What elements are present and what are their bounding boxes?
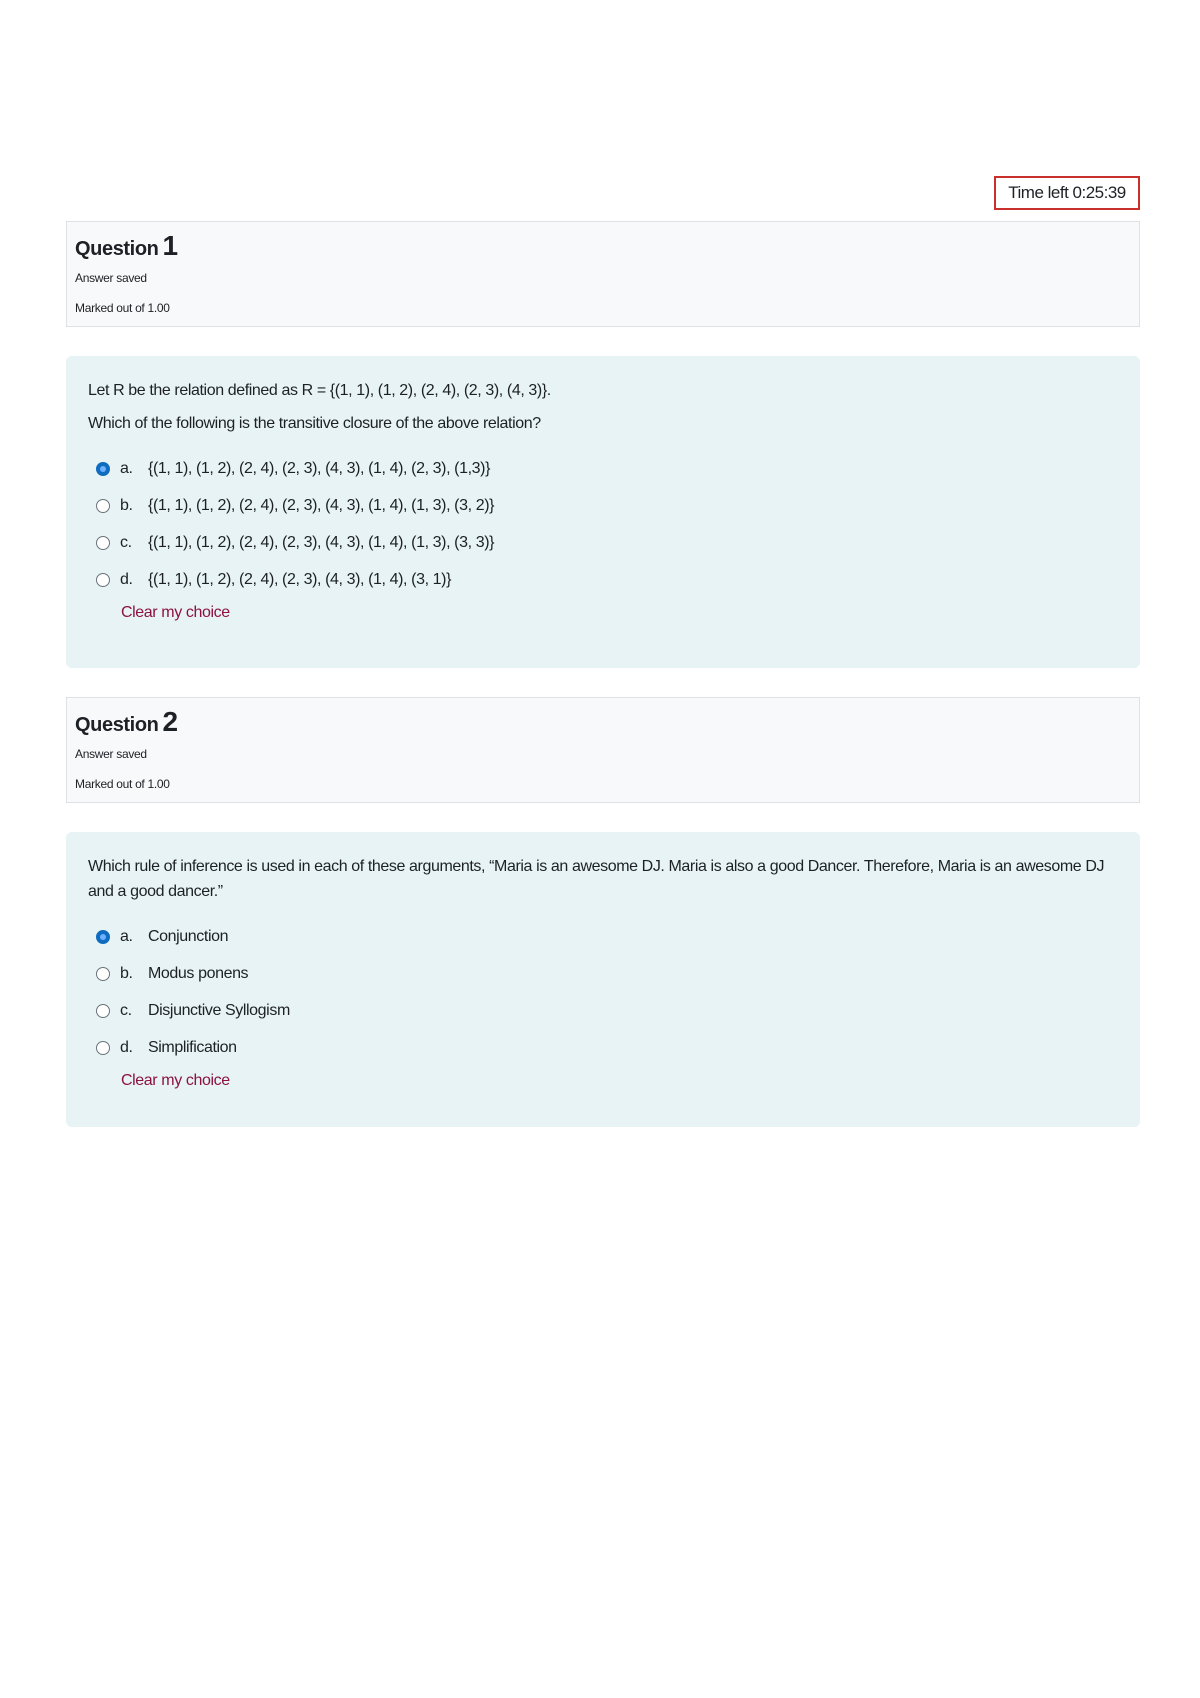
answer-letter: c.: [120, 1001, 132, 1019]
question-2-info: [66, 697, 1140, 803]
question-label: Question: [75, 714, 159, 736]
question-text-line: Which of the following is the transitive closure of the above relation?: [88, 415, 541, 432]
question-state: Answer saved: [75, 271, 147, 285]
question-text: [88, 854, 1118, 904]
question-number: 2: [162, 706, 178, 737]
clear-choice-link[interactable]: Clear my choice: [121, 1072, 230, 1089]
question-1-content: [66, 356, 1140, 668]
radio-button[interactable]: [96, 499, 110, 513]
question-text: [88, 378, 1118, 436]
answer-option-c[interactable]: [96, 992, 1118, 1029]
answer-text: {(1, 1), (1, 2), (2, 4), (2, 3), (4, 3), (1, 4), (2, 3), (1,3)}: [148, 459, 491, 477]
answer-text: Disjunctive Syllogism: [148, 1001, 290, 1019]
answer-letter: a.: [120, 927, 133, 945]
question-text-line: Which rule of inference is used in each of these arguments, “Maria is an awesome DJ. Maria is also a good Dancer. Therefore, Maria is an awesome DJ and a good dancer.”: [88, 858, 1105, 900]
answer-option-a[interactable]: [96, 450, 1118, 487]
question-number: 1: [162, 230, 178, 261]
answer-option-c[interactable]: [96, 524, 1118, 561]
question-title: [75, 708, 1131, 739]
answer-option-d[interactable]: [96, 561, 1118, 598]
answer-text: {(1, 1), (1, 2), (2, 4), (2, 3), (4, 3), (1, 4), (1, 3), (3, 3)}: [148, 533, 495, 551]
radio-button-selected[interactable]: [96, 930, 110, 944]
question-state: Answer saved: [75, 747, 147, 761]
answer-letter: b.: [120, 964, 133, 982]
answer-option-d[interactable]: [96, 1029, 1118, 1066]
answer-letter: a.: [120, 459, 133, 477]
answer-text: Conjunction: [148, 927, 229, 945]
answer-list: [96, 450, 1118, 598]
radio-button[interactable]: [96, 536, 110, 550]
radio-button[interactable]: [96, 1041, 110, 1055]
clear-choice-link[interactable]: Clear my choice: [121, 604, 230, 621]
answer-letter: c.: [120, 533, 132, 551]
question-grade: Marked out of 1.00: [75, 777, 170, 791]
question-label: Question: [75, 238, 159, 260]
radio-button[interactable]: [96, 573, 110, 587]
question-text-line: Let R be the relation defined as R = {(1, 1), (1, 2), (2, 4), (2, 3), (4, 3)}.: [88, 382, 551, 399]
radio-button[interactable]: [96, 967, 110, 981]
answer-letter: d.: [120, 1038, 133, 1056]
answer-option-a[interactable]: [96, 918, 1118, 955]
question-2-content: [66, 832, 1140, 1127]
answer-list: [96, 918, 1118, 1066]
timer-text: Time left 0:25:39: [1008, 183, 1126, 202]
timer: [994, 176, 1140, 210]
answer-text: Modus ponens: [148, 964, 249, 982]
answer-text: {(1, 1), (1, 2), (2, 4), (2, 3), (4, 3), (1, 4), (3, 1)}: [148, 570, 452, 588]
question-title: [75, 232, 1131, 263]
radio-button[interactable]: [96, 1004, 110, 1018]
answer-text: Simplification: [148, 1038, 237, 1056]
answer-letter: b.: [120, 496, 133, 514]
answer-text: {(1, 1), (1, 2), (2, 4), (2, 3), (4, 3), (1, 4), (1, 3), (3, 2)}: [148, 496, 495, 514]
question-grade: Marked out of 1.00: [75, 301, 170, 315]
answer-option-b[interactable]: [96, 955, 1118, 992]
question-1-info: [66, 221, 1140, 327]
answer-option-b[interactable]: [96, 487, 1118, 524]
answer-letter: d.: [120, 570, 133, 588]
radio-button-selected[interactable]: [96, 462, 110, 476]
